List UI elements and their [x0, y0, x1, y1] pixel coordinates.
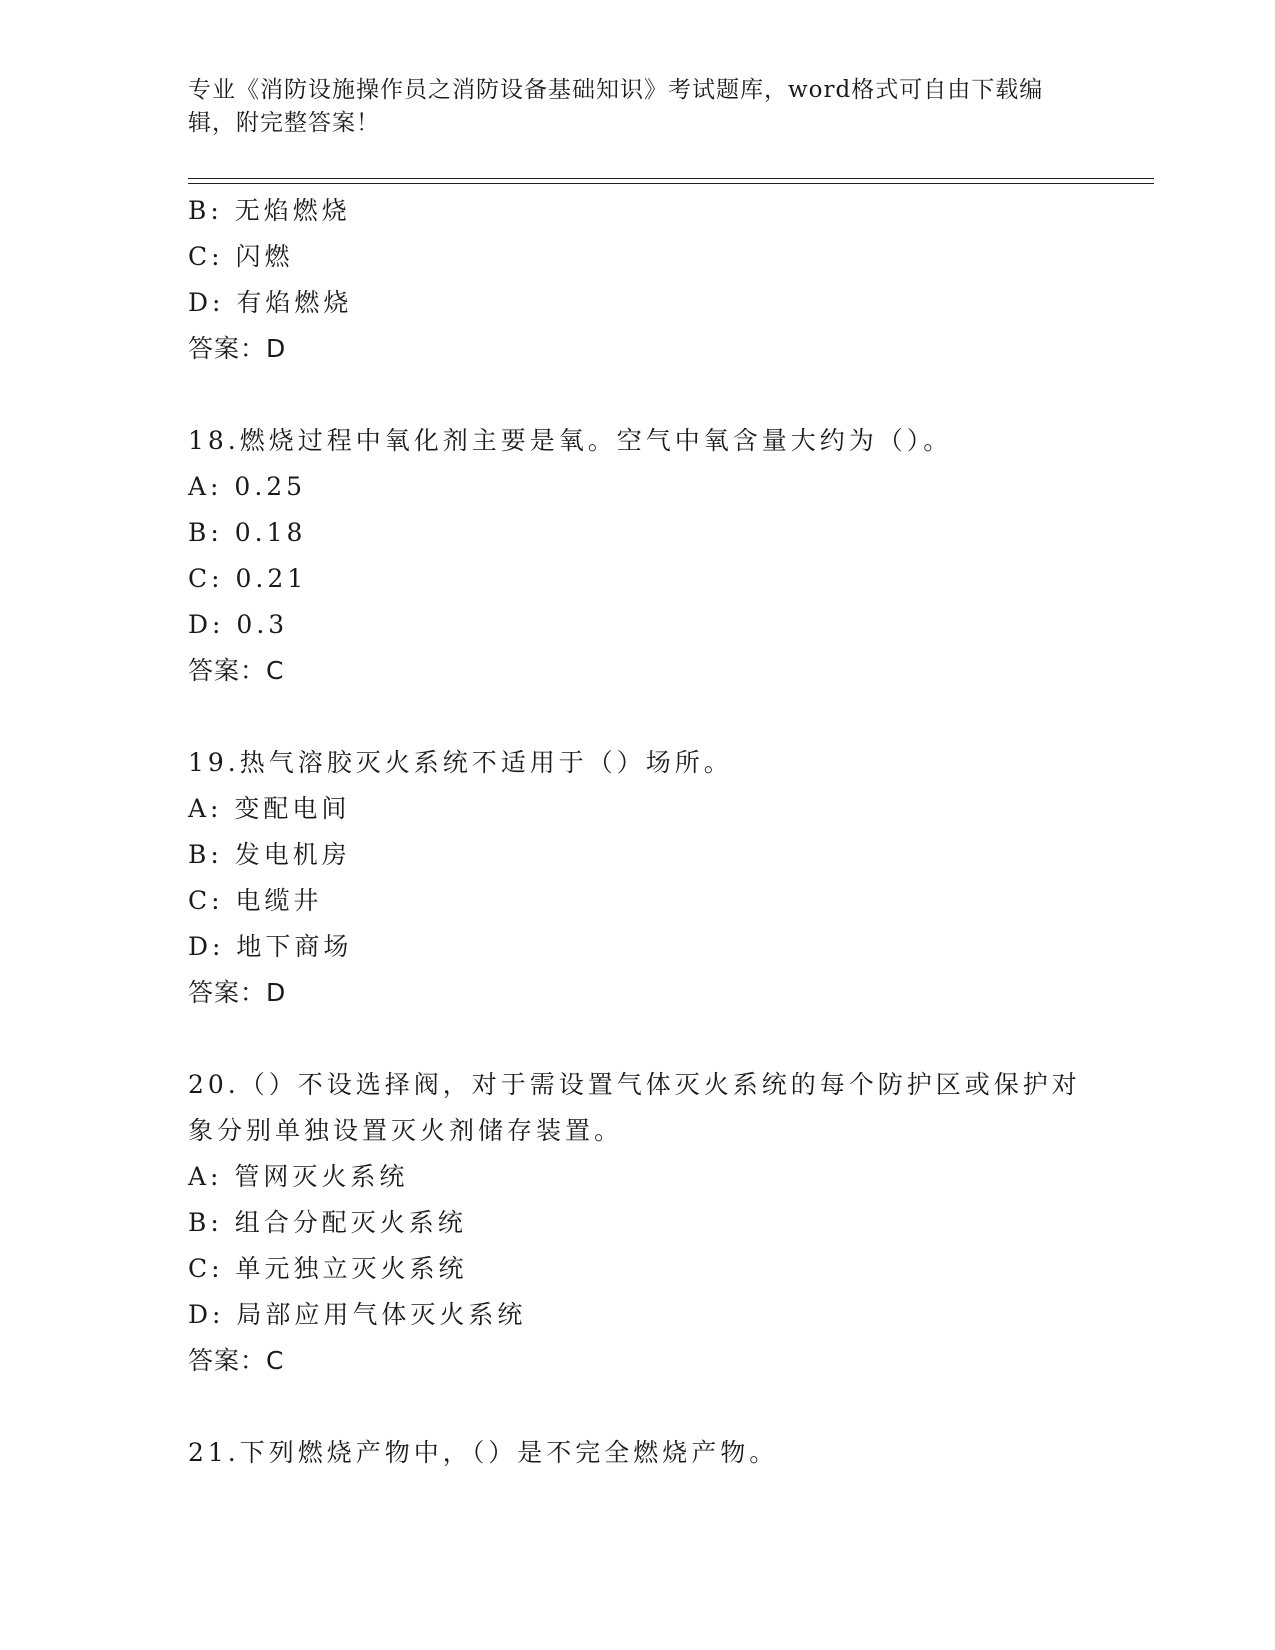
q19-option-d: D: 地下商场	[188, 932, 353, 961]
q21-question: 21.下列燃烧产物中，（）是不完全燃烧产物。	[188, 1438, 779, 1467]
question-17	[188, 188, 1088, 372]
q18-option-c: C: 0.21	[188, 564, 308, 593]
question-list	[188, 188, 1088, 1476]
q19-question: 19.热气溶胶灭火系统不适用于（）场所。	[188, 748, 733, 777]
q18-option-d: D: 0.3	[188, 610, 289, 639]
q17-option-b: B: 无焰燃烧	[188, 196, 351, 225]
question-19	[188, 740, 1088, 1016]
q19-option-a: A: 变配电间	[188, 794, 351, 823]
q18-answer: 答案：C	[188, 656, 285, 685]
question-21	[188, 1430, 1088, 1476]
spacer	[188, 372, 1088, 418]
spacer	[188, 1016, 1088, 1062]
q19-option-b: B: 发电机房	[188, 840, 351, 869]
q17-option-d: D: 有焰燃烧	[188, 288, 353, 317]
question-20	[188, 1062, 1088, 1384]
q19-answer: 答案：D	[188, 978, 287, 1007]
q20-question-line-2: 象分别单独设置灭火剂储存装置。	[188, 1116, 624, 1145]
header-divider-bottom	[188, 183, 1154, 184]
q18-option-a: A: 0.25	[188, 472, 307, 501]
q20-option-c: C: 单元独立灭火系统	[188, 1254, 468, 1283]
q20-question-line-1: 20.（）不设选择阀，对于需设置气体灭火系统的每个防护区或保护对	[188, 1070, 1081, 1099]
q20-option-a: A: 管网灭火系统	[188, 1162, 409, 1191]
q19-option-c: C: 电缆井	[188, 886, 323, 915]
q18-question: 18.燃烧过程中氧化剂主要是氧。空气中氧含量大约为（）。	[188, 426, 953, 455]
q20-option-d: D: 局部应用气体灭火系统	[188, 1300, 527, 1329]
question-18	[188, 418, 1088, 694]
document-header: 专业《消防设施操作员之消防设备基础知识》考试题库，word格式可自由下载编辑，附完整答案！	[188, 77, 1044, 136]
q20-option-b: B: 组合分配灭火系统	[188, 1208, 467, 1237]
q17-answer: 答案：D	[188, 334, 287, 363]
q17-option-c: C: 闪燃	[188, 242, 294, 271]
header-divider-top	[188, 178, 1154, 179]
q18-option-b: B: 0.18	[188, 518, 307, 547]
spacer	[188, 1384, 1088, 1430]
spacer	[188, 694, 1088, 740]
q20-answer: 答案：C	[188, 1346, 285, 1375]
